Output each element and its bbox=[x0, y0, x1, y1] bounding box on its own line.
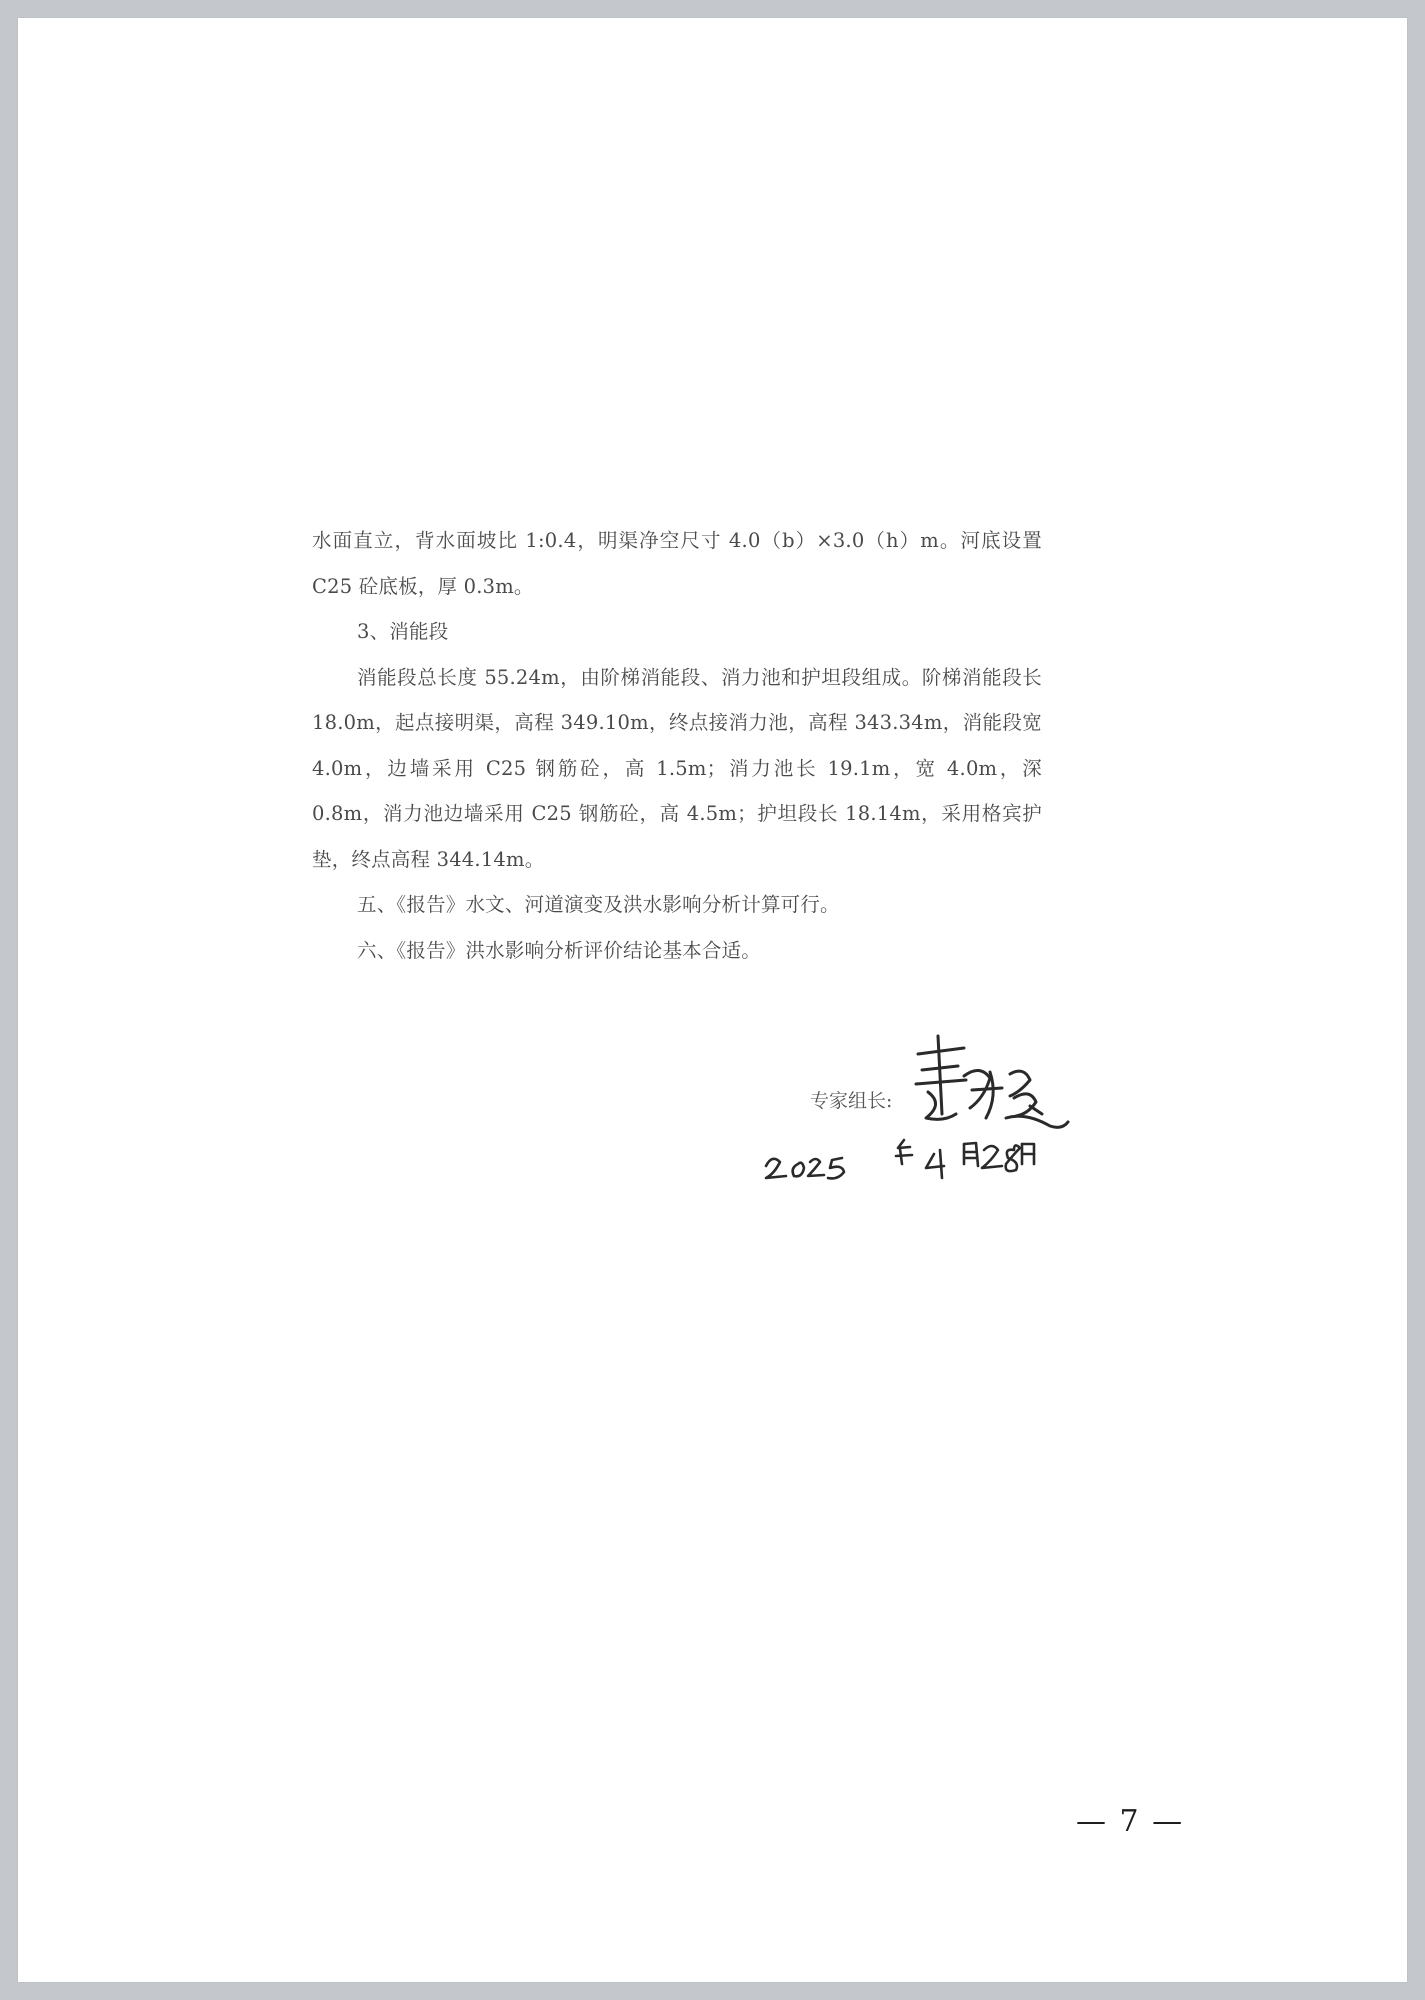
signature-label: 专家组长: bbox=[810, 1090, 893, 1112]
page-number: — 7 — bbox=[1076, 1804, 1185, 1839]
conclusion-item-six: 六、《报告》洪水影响分析评价结论基本合适。 bbox=[357, 938, 761, 962]
section-heading-energy-dissipation: 3、消能段 bbox=[357, 620, 449, 643]
paragraph-channel-dimensions: 水面直立，背水面坡比 1:0.4，明渠净空尺寸 4.0（b）×3.0（h）m。河底设置 C25 砼底板，厚 0.3m。 bbox=[312, 529, 1042, 598]
conclusion-item-five: 五、《报告》水文、河道演变及洪水影响分析计算可行。 bbox=[357, 893, 840, 916]
document-page bbox=[18, 18, 1407, 1982]
handwritten-name bbox=[916, 1036, 1068, 1127]
signature-block bbox=[758, 1018, 1088, 1198]
handwritten-signature bbox=[758, 1018, 1088, 1198]
handwritten-date bbox=[766, 1140, 1034, 1178]
paragraph-energy-dissipation: 消能段总长度 55.24m，由阶梯消能段、消力池和护坦段组成。阶梯消能段长 18.0m，起点接明渠，高程 349.10m，终点接消力池，高程 343.34m，消能段宽 4.0m，边墙采用 C25 钢筋砼，高 1.5m；消力池长 19.1m，宽 4.0m，深 0.8m，消力池边墙采用 C25 钢筋砼，高 4.5m；护坦段长 18.14m，采用格宾护垫，终点高程 344.14m。 bbox=[312, 665, 1042, 871]
document-body bbox=[312, 518, 1042, 973]
